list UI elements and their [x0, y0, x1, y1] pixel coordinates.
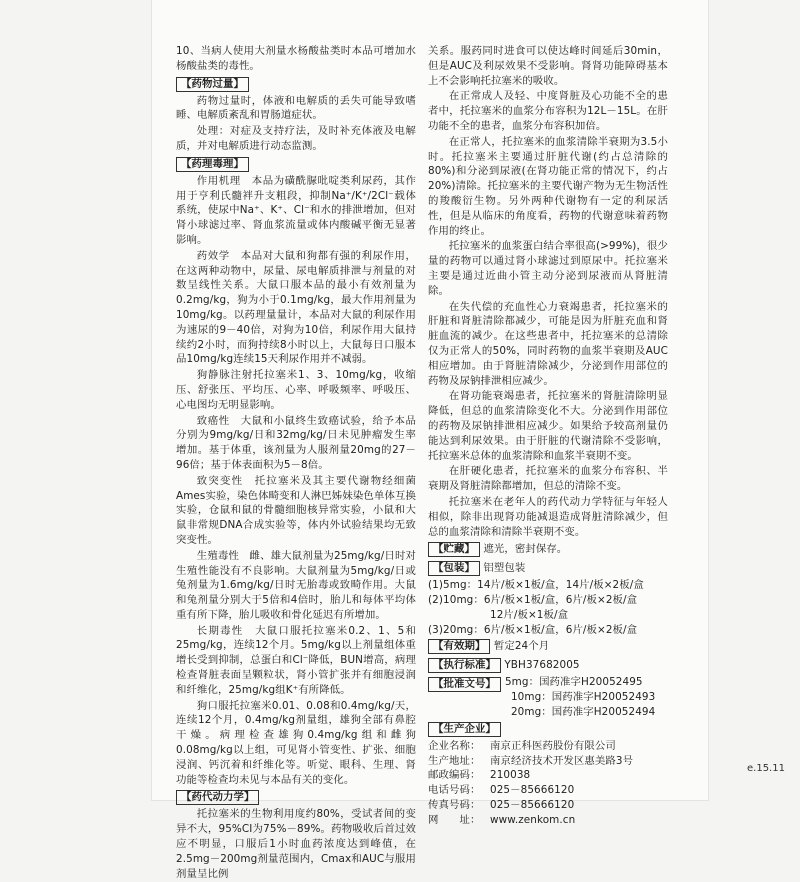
mfr-key: 邮政编码： [428, 769, 481, 782]
bioavailability-paragraph: 托拉塞米的生物利用度约80%，受试者间的变异不大，95%CI为75%－89%。药物吸收后首过效应不明显，口服后1小时血药浓度达到峰值，在2.5mg－200mg剂量范围内，Cmax和AUC与服用剂量呈比例 [176, 808, 416, 880]
mfr-row-postcode [428, 768, 668, 783]
validity-row [428, 637, 668, 656]
overdose-treatment: 处理：对症及支持疗法，及时补充体液及电解质，并对电解质进行动态监测。 [176, 125, 416, 152]
mfr-row-address [428, 754, 668, 769]
overdose-heading: 【药物过量】 [176, 77, 249, 92]
approval-list [501, 675, 655, 719]
approval-number-5mg: 5mg：国药准字H20052495 [504, 676, 643, 689]
approval-block [428, 675, 668, 719]
mfr-key: 传真号码： [428, 799, 481, 812]
dog-chronic-paragraph: 狗口服托拉塞米0.01、0.08和0.4mg/kg/天，连续12个月，0.4mg/kg剂量组，雄狗全部有鼻腔干燥。病理检查雄狗0.4mg/kg组和雌狗0.08mg/kg以上组，可见肾小管变性、扩张、细胞浸润、钙沉着和纤维化等。听觉、眼科、生理、肾功能等检查均未见与本品有关的变化。 [176, 699, 416, 786]
interaction-item-10: 10、当病人使用大剂量水杨酸盐类时本品可增加水杨酸盐类的毒性。 [176, 45, 416, 72]
elimination-paragraph: 在正常人，托拉塞米的血浆清除半衰期为3.5小时。托拉塞米主要通过肝脏代谢(约占总清除的80%)和分泌到尿液(在肾功能正常的情况下，约占20%)清除。托拉塞米的主要代谢产物为无生物活性的羧酸衍生物。另外两种代谢物有一定的利尿活性，但是从临床的角度看，药物的代谢意味着药物作用的终止。 [428, 135, 668, 237]
validity-text: 暂定24个月 [493, 640, 550, 653]
mfr-row-phone [428, 783, 668, 798]
package-heading: 【包装】 [428, 561, 480, 576]
mfr-value: 南京正科医药股份有限公司 [490, 739, 616, 752]
mfr-value: 025－85666120 [490, 784, 575, 797]
heart-failure-paragraph: 在失代偿的充血性心力衰竭患者，托拉塞米的肝脏和肾脏清除都减少，可能是因为肝脏充血和肾脏血流的减少。在这些患者中，托拉塞米的总清除仅为正常人的50%，同时药物的血浆半衰期及AUC相应增加。由于肾脏清除减少，分泌到作用部位的药物及尿钠排泄相应减少。 [428, 300, 668, 387]
dog-iv-paragraph: 狗静脉注射托拉塞米1、3、10mg/kg，收缩压、舒张压、平均压、心率、呼吸频率、呼吸压、心电图均无明显影响。 [176, 369, 416, 411]
package-spec-3: (3)20mg：6片/板×1板/盒，6片/板×2板/盒 [428, 623, 638, 636]
package-text: 铝塑包装 [483, 562, 526, 575]
approval-heading: 【批准文号】 [428, 677, 501, 692]
approval-number-10mg: 10mg：国药准字H20052493 [510, 691, 656, 704]
pharmacology-heading: 【药理毒理】 [176, 157, 249, 172]
mfr-key: 电话号码： [428, 784, 481, 797]
mfr-row-fax [428, 798, 668, 813]
left-column [176, 44, 416, 882]
approval-number-20mg: 20mg：国药准字H20052494 [510, 706, 656, 719]
storage-text: 遮光，密封保存。 [483, 543, 568, 556]
standard-heading: 【执行标准】 [428, 658, 501, 673]
elderly-paragraph: 托拉塞米在老年人的药代动力学特征与年轻人相似，除非出现肾功能减退造成肾脏清除减少，但总的血浆清除和清除半衰期不变。 [428, 495, 668, 538]
package-spec-1: (1)5mg：14片/板×1板/盒，14片/板×2板/盒 [428, 579, 644, 592]
mfr-value: 025－85666120 [490, 799, 575, 812]
right-column [428, 44, 668, 828]
overdose-paragraph: 药物过量时，体液和电解质的丢失可能导致嗜睡、电解质紊乱和胃肠道症状。 [176, 94, 416, 122]
storage-row [428, 540, 668, 559]
mfr-row-website [428, 813, 668, 828]
cirrhosis-paragraph: 在肝硬化患者，托拉塞米的血浆分布容积、半衰期及肾脏清除都增加，但总的清除不变。 [428, 465, 668, 493]
package-spec-2: (2)10mg：6片/板×1板/盒，6片/板×2板/盒 [428, 594, 638, 607]
carcinogenicity-paragraph: 致癌性 大鼠和小鼠终生致癌试验，给予本品分别为9mg/kg/日和32mg/kg/日未见肿瘤发生率增加。基于体重，该剂量为人服剂量20mg的27－96倍；基于体表面积为5－8倍。 [176, 414, 416, 471]
mutagenicity-paragraph: 致突变性 托拉塞米及其主要代谢物经细菌Ames实验，染色体畸变和人淋巴姊妹染色单体互换实验，仓鼠和鼠的骨髓细胞核异常实验，小鼠和大鼠非常规DNA合成实验等，体内外试验结果均无致突变性。 [176, 474, 416, 546]
reproductive-toxicity-paragraph: 生殖毒性 雌、雄大鼠剂量为25mg/kg/日时对生殖性能没有不良影响。大鼠剂量为5mg/kg/日或兔剂量为1.6mg/kg/日时无胎毒或致畸作用。大鼠和兔剂量分别大于5倍和4倍时，胎儿和每体平均体重有所下降，胎儿吸收和骨化延迟有所增加。 [176, 549, 416, 621]
distribution-paragraph: 在正常成人及轻、中度肾脏及心功能不全的患者中，托拉塞米的血浆分布容积为12L－15L。在肝功能不全的患者，血浆分布容积加倍。 [428, 90, 668, 132]
mfr-value: www.zenkom.cn [490, 813, 576, 826]
print-code: e.15.11 [747, 763, 785, 774]
standard-text: YBH37682005 [504, 659, 580, 672]
mfr-key: 企业名称： [428, 739, 481, 752]
storage-heading: 【贮藏】 [428, 542, 480, 557]
chronic-toxicity-paragraph: 长期毒性 大鼠口服托拉塞米0.2、1、5和25mg/kg，连续12个月。5mg/kg以上剂量组体重增长受到抑制，总蛋白和Cl⁻降低，BUN增高，病理检查肾脏表面呈颗粒状，肾小管扩张并有细胞浸润和纤维化，25mg/kg组K⁺有所降低。 [176, 624, 416, 696]
mechanism-paragraph: 作用机理 本品为磺酰脲吡啶类利尿药，其作用于亨利氏髓袢升支粗段，抑制Na⁺/K⁺/2Cl⁻载体系统，使尿中Na⁺、K⁺、Cl⁻和水的排泄增加，但对肾小球滤过率、肾血浆流量或体内酸碱平衡无显著影响。 [176, 174, 416, 246]
protein-binding-paragraph: 托拉塞米的血浆蛋白结合率很高(>99%)，很少量的药物可以通过肾小球滤过到原尿中。托拉塞米主要是通过近曲小管主动分泌到尿液而从肾脏清除。 [428, 240, 668, 297]
mfr-row-name [428, 739, 668, 754]
standard-row [428, 656, 668, 675]
pk-continued-paragraph: 关系。服药同时进食可以使达峰时间延后30min，但是AUC及利尿效果不受影响。肾肾功能障碍基本上不会影响托拉塞米的吸收。 [428, 45, 668, 87]
package-spec-2b: 12片/板×1板/盒 [490, 608, 569, 621]
pharmacodynamics-paragraph: 药效学 本品对大鼠和狗都有强的利尿作用，在这两种动物中，尿量、尿电解质排泄与剂量的对数呈线性关系。大鼠口服本品的最小有效剂量为0.2mg/kg，狗为小于0.1mg/kg，最大作用剂量为10mg/kg。以药理量量计，本品对大鼠的利尿作用为速尿的9－40倍，对狗为10倍，利尿作用大鼠持续约2小时，而狗持续8小时以上，大鼠每日口服本品10mg/kg连续15天利尿作用并不减弱。 [176, 249, 416, 366]
renal-failure-paragraph: 在肾功能衰竭患者，托拉塞米的肾脏清除明显降低，但总的血浆清除变化不大。分泌到作用部位的药物及尿钠排泄相应减少。如果给予较高剂量仍能达到利尿效果。由于肝脏的代谢清除不受影响，托拉塞米总体的血浆清除和血浆半衰期不变。 [428, 390, 668, 462]
mfr-value: 210038 [490, 769, 531, 782]
pharmacokinetics-heading: 【药代动力学】 [176, 790, 259, 805]
mfr-key: 网 址： [428, 813, 481, 826]
manufacturer-heading: 【生产企业】 [428, 722, 501, 737]
mfr-key: 生产地址： [428, 754, 481, 767]
package-row [428, 559, 668, 578]
validity-heading: 【有效期】 [428, 639, 490, 654]
mfr-value: 南京经济技术开发区惠美路3号 [490, 754, 634, 767]
